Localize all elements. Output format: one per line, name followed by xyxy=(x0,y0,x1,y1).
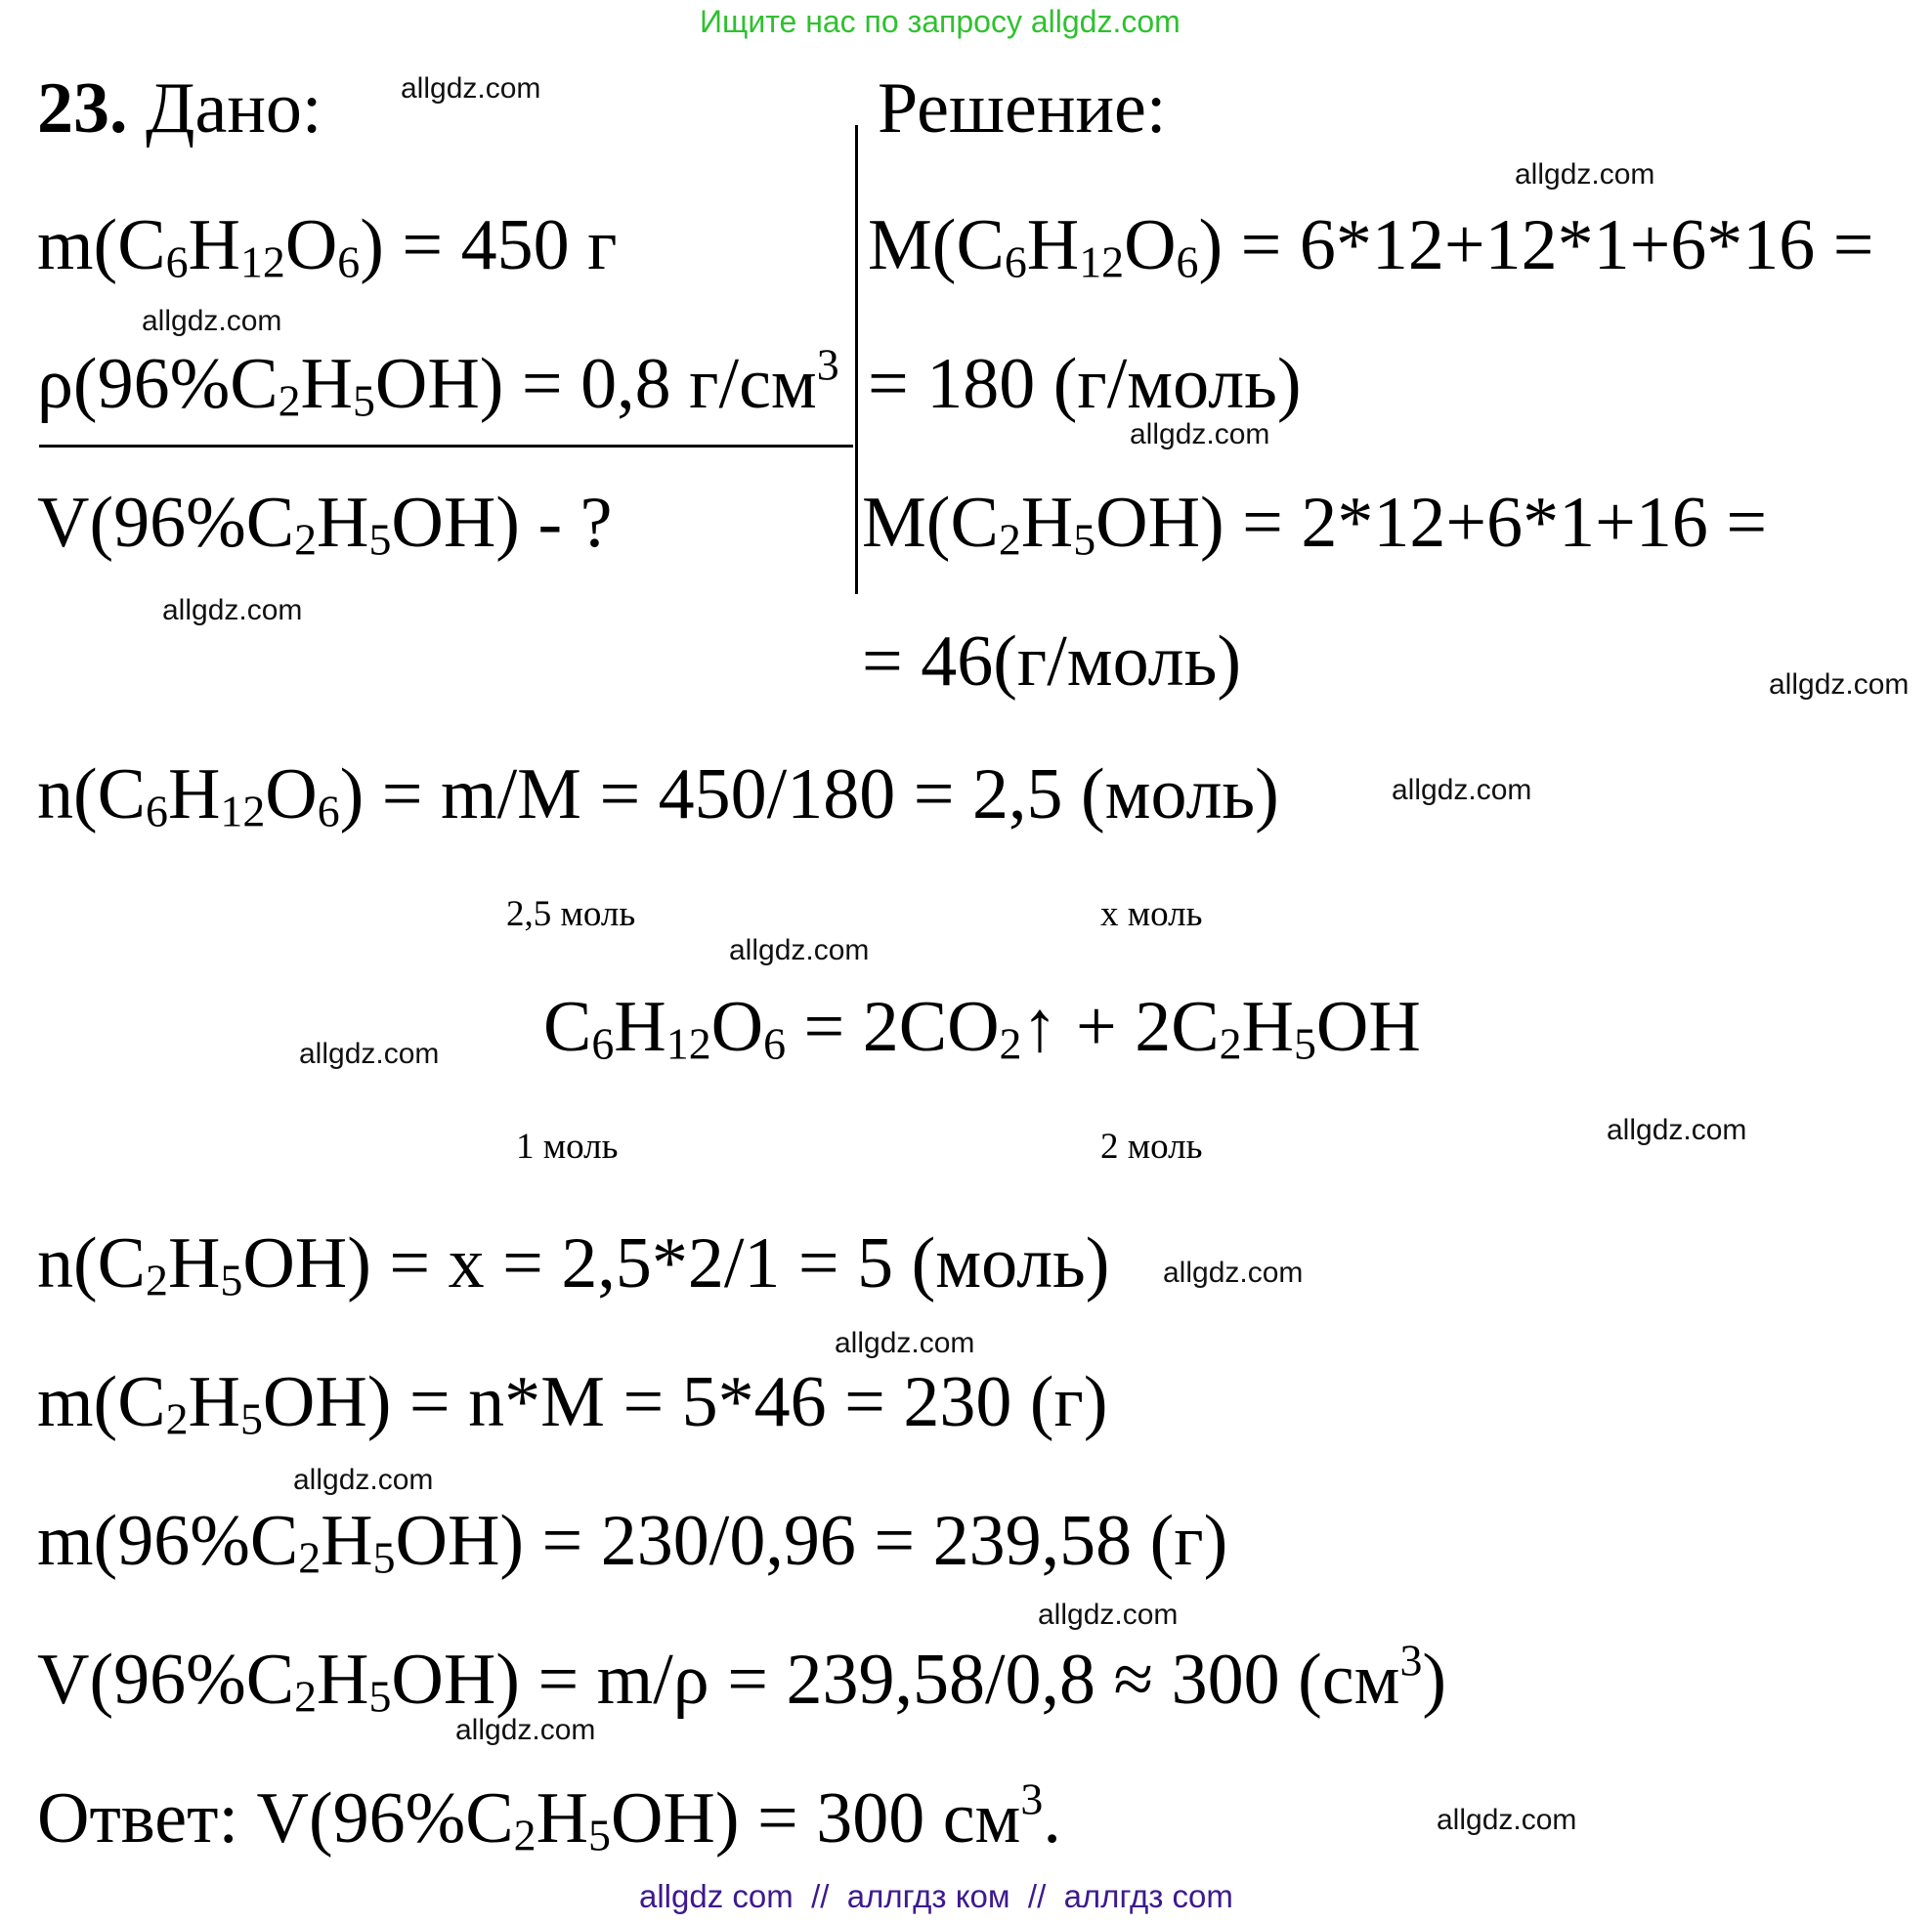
watermark: allgdz.com xyxy=(1038,1599,1179,1631)
watermark: allgdz.com xyxy=(1163,1257,1304,1289)
search-hint: Ищите нас по запросу allgdz.com xyxy=(700,4,1181,39)
molar-ethanol-line1: $M(C_2H_5OH) = 2*12+6*1+16$ = xyxy=(862,483,1768,565)
given-label: Дано: xyxy=(146,68,322,149)
solution-label: Решение: xyxy=(878,68,1167,149)
watermark: allgdz.com xyxy=(1130,418,1270,450)
watermark: allgdz.com xyxy=(1437,1804,1577,1836)
m-solution: $m(96\%C_2H_5OH) = 230/0,96 = 239,58$ (г) xyxy=(37,1501,1228,1583)
molar-ethanol-line2: = 46(г/моль) xyxy=(862,621,1241,702)
watermark: allgdz.com xyxy=(1392,774,1532,806)
m-ethanol: $m(C_2H_5OH) = n*M = 5*46 = 230$ (г) xyxy=(37,1362,1108,1444)
given-find-divider xyxy=(39,445,853,448)
v-solution: $V(96\%C_2H_5OH) = m/\rho = 239,58/0,8 \approx 300$ $(см^3)$ xyxy=(37,1635,1447,1722)
watermark: allgdz.com xyxy=(293,1464,434,1496)
watermark: allgdz.com xyxy=(142,305,282,337)
answer: Ответ: $V(96\%C_2H_5OH) = 300$ $см^3$. xyxy=(37,1773,1061,1860)
molar-glucose-line1: $M(C_6H_{12}O_6) = 6*12+12*1+6*16$ = xyxy=(868,205,1874,287)
watermark: allgdz.com xyxy=(455,1714,596,1746)
watermark: allgdz.com xyxy=(1769,668,1910,701)
watermark: allgdz.com xyxy=(1515,158,1655,191)
n-ethanol: $n(C_2H_5OH) = x = 2,5*2/1 = 5$ (моль) xyxy=(37,1223,1110,1305)
reaction-below-left: 1 моль xyxy=(516,1127,619,1167)
given-mass: $m(C_6H_{12}O_6) = 450$ г xyxy=(37,205,618,287)
watermark: allgdz.com xyxy=(299,1038,440,1070)
reaction-equation: $C_6H_{12}O_6$ = $2CO_2↑ + 2C_2H_5OH$ xyxy=(543,987,1421,1069)
find-volume: $V(96\%C_2H_5OH)$ - ? xyxy=(37,483,613,565)
problem-number: 23. xyxy=(37,68,128,149)
footer-links: allgdz com // аллгдз ком // аллгдз com xyxy=(639,1878,1233,1914)
watermark: allgdz.com xyxy=(835,1327,975,1359)
watermark: allgdz.com xyxy=(1607,1114,1747,1146)
given-density: $\rho(96\%C_2H_5OH) = 0,8$ $г/см^3$ xyxy=(37,339,839,426)
given-solution-divider xyxy=(855,125,858,594)
reaction-above-right: x моль xyxy=(1100,894,1203,934)
molar-glucose-line2: = 180 (г/моль) xyxy=(868,344,1302,424)
problem-title xyxy=(37,68,322,149)
watermark: allgdz.com xyxy=(401,72,541,105)
n-glucose: $n(C_6H_{12}O_6) = m/M = 450/180 = 2,5$ (моль) xyxy=(37,754,1279,836)
reaction-below-right: 2 моль xyxy=(1100,1127,1203,1167)
reaction-above-left: 2,5 моль xyxy=(506,894,636,934)
watermark: allgdz.com xyxy=(729,934,870,966)
watermark: allgdz.com xyxy=(162,594,303,626)
